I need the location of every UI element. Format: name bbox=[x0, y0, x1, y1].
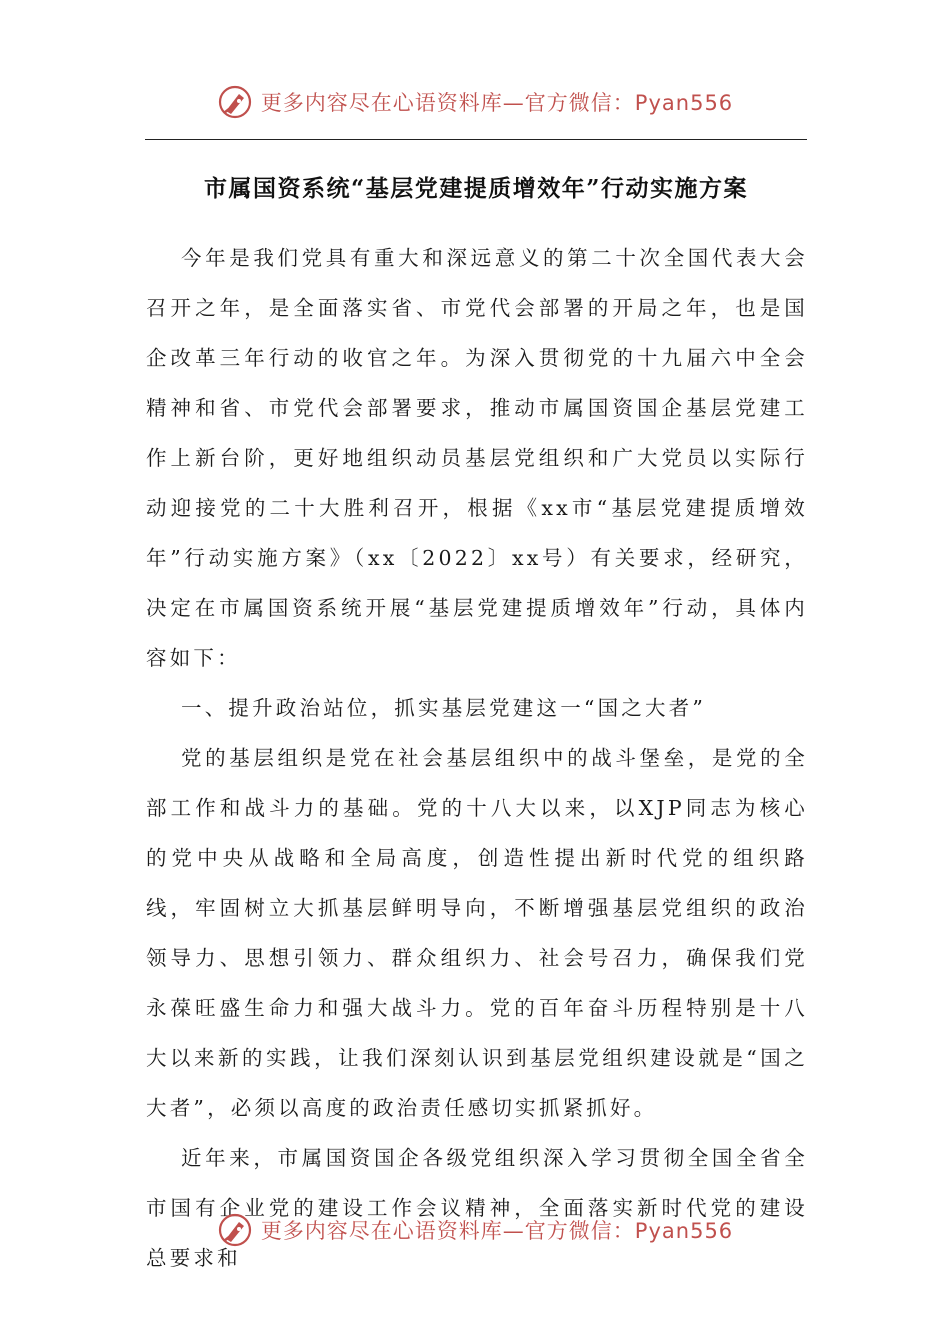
header-divider bbox=[145, 139, 807, 140]
watermark-banner-top bbox=[0, 80, 950, 124]
watermark-text: 更多内容尽在心语资料库—官方微信：Pyan556 bbox=[260, 91, 734, 115]
watermark-text: 更多内容尽在心语资料库—官方微信：Pyan556 bbox=[260, 1219, 734, 1243]
paragraph: 今年是我们党具有重大和深远意义的第二十次全国代表大会召开之年，是全面落实省、市党代会部署的开局之年，也是国企改革三年行动的收官之年。为深入贯彻党的十九届六中全会精神和省、市党代会部署要求，推动市属国资国企基层党建工作上新台阶，更好地组织动员基层党组织和广大党员以实际行动迎接党的二十大胜利召开，根据《xx市“基层党建提质增效年”行动实施方案》（xx〔2022〕xx号）有关要求，经研究，决定在市属国资系统开展“基层党建提质增效年”行动，具体内容如下： bbox=[146, 246, 808, 670]
watermark-banner-bottom bbox=[0, 1208, 950, 1252]
pen-nib-logo-icon bbox=[217, 1212, 253, 1248]
paragraph: 党的基层组织是党在社会基层组织中的战斗堡垒，是党的全部工作和战斗力的基础。党的十八大以来，以XJP同志为核心的党中央从战略和全局高度，创造性提出新时代党的组织路线，牢固树立大抓基层鲜明导向，不断增强基层党组织的政治领导力、思想引领力、群众组织力、社会号召力，确保我们党永葆旺盛生命力和强大战斗力。党的百年奋斗历程特别是十八大以来新的实践，让我们深刻认识到基层党组织建设就是“国之大者”，必须以高度的政治责任感切实抓紧抓好。 bbox=[146, 746, 808, 1120]
pen-nib-logo-icon bbox=[217, 84, 253, 120]
document-title: 市属国资系统“基层党建提质增效年”行动实施方案 bbox=[204, 175, 748, 202]
document-body bbox=[146, 233, 808, 1283]
paragraph: 近年来，市属国资国企各级党组织深入学习贯彻全国全省全市国有企业党的建设工作会议精神，全面落实新时代党的建设总要求和 bbox=[146, 1146, 808, 1270]
section-heading: 一、提升政治站位，抓实基层党建这一“国之大者” bbox=[181, 696, 707, 720]
